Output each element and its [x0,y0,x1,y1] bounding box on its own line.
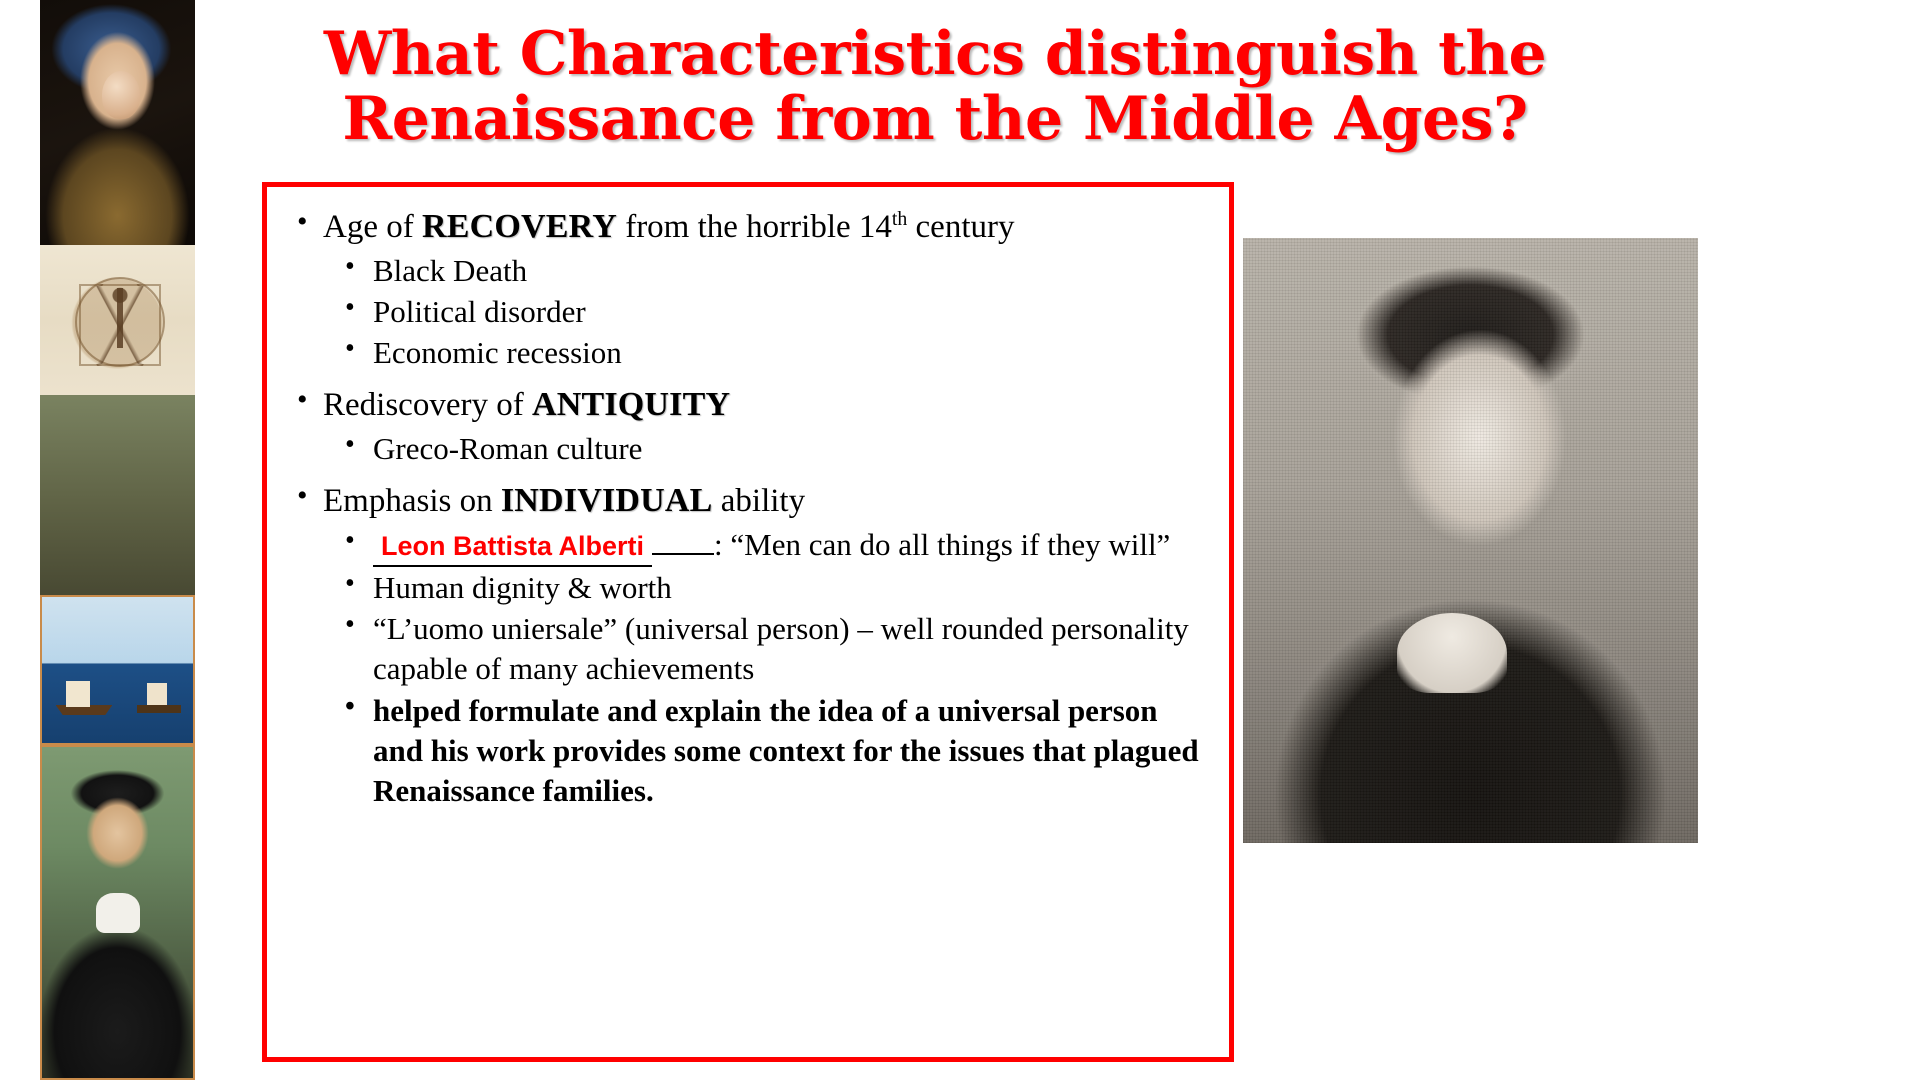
list-item: • Political disorder [323,292,1203,332]
bullet-text-suffix: ability [712,483,806,520]
list-item: • Economic recession [323,333,1203,373]
bullet-list-level-1 [285,205,1203,812]
bullet-rediscovery-of-antiquity [285,383,1203,469]
left-image-strip [40,0,195,1080]
content-box [262,182,1234,1062]
image-leon-battista-alberti [1243,238,1698,843]
quote-text: : “Men can do all things if they will” [714,526,1171,562]
bullet-text-prefix: Age of [323,209,422,245]
image-mona-lisa [40,395,195,595]
keyword-recovery: RECOVERY [421,208,617,245]
blank-line [652,553,714,555]
bullet-text-suffix: century [907,209,1015,245]
bullet-text-prefix: Rediscovery of [323,387,532,424]
list-item: • helped formulate and explain the idea of a universal person and his work provides some context for the issues that plagued Renaissance families. [323,691,1203,812]
ordinal-suffix: th [891,208,908,230]
bullet-age-of-recovery [285,205,1203,373]
image-girl-with-pearl-earring [40,0,195,245]
image-vitruvian-man [40,245,195,395]
list-item: • “L’uomo uniersale” (universal person) – well rounded personality capable of many achievements [323,609,1203,690]
list-item-fill-in-blank [323,525,1203,567]
sub-list-recovery [323,251,1203,374]
image-columbus-portrait [40,745,195,1080]
list-item: • Black Death [323,251,1203,291]
keyword-antiquity: ANTIQUITY [531,386,731,424]
list-item: • Human dignity & worth [323,568,1203,608]
keyword-individual: INDIVIDUAL [500,482,713,520]
bullet-emphasis-on-individual [285,479,1203,811]
image-sailing-ships [40,595,195,745]
bullet-text-prefix: Emphasis on [323,483,501,520]
bullet-text-middle: from the horrible 14 [616,209,892,245]
slide-title: What Characteristics distinguish the Renaissance from the Middle Ages? [323,19,1547,154]
list-item: • Greco-Roman culture [323,429,1203,469]
fill-in-blank-answer[interactable]: Leon Battista Alberti [373,529,652,567]
sub-list-individual [323,525,1203,812]
sub-list-antiquity [323,429,1203,469]
